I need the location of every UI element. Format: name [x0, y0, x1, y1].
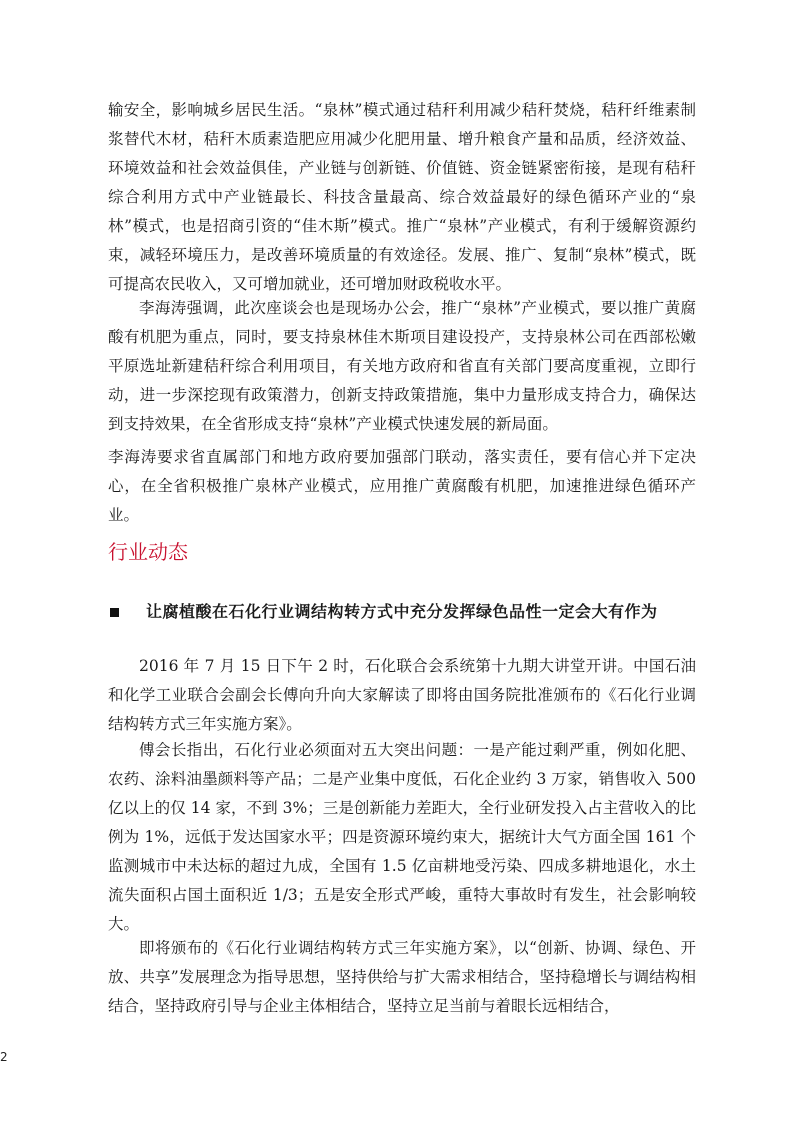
- article-title: 让腐植酸在石化行业调结构转方式中充分发挥绿色品性一定会大有作为: [146, 602, 658, 621]
- section-heading: 行业动态: [108, 540, 188, 564]
- article-paragraph-3: 即将颁布的《石化行业调结构转方式三年实施方案》，以“创新、协调、绿色、开放、共享”发展理念为指导思想，坚持供给与扩大需求相结合，坚持稳增长与调结构相结合，坚持政府引导与企业主体相结合，坚持立足当前与着眼长远相结合，: [108, 939, 696, 1015]
- article-paragraph-1: 2016 年 7 月 15 日下午 2 时，石化联合会系统第十九期大讲堂开讲。中国石油和化学工业联合会副会长傅向升向大家解读了即将由国务院批准颁布的《石化行业调结构转方式三年实施方案》。: [108, 657, 696, 733]
- article-title-row: [108, 597, 696, 626]
- body-paragraph-3: 李海涛要求省直属部门和地方政府要加强部门联动，落实责任，要有信心并下定决心，在全省积极推广泉林产业模式，应用推广黄腐酸有机肥，加速推进绿色循环产业。: [108, 448, 696, 524]
- square-bullet-icon: [110, 608, 119, 617]
- body-paragraph-1: 输安全，影响城乡居民生活。“泉林”模式通过秸秆利用减少秸秆焚烧，秸秆纤维素制浆替代木材，秸秆木质素造肥应用减少化肥用量、增升粮食产量和品质，经济效益、环境效益和社会效益俱佳，产业链与创新链、价值链、资金链紧密衔接，是现有秸秆综合利用方式中产业链最长、科技含量最高、综合效益最好的绿色循环产业的“泉林”模式，也是招商引资的“佳木斯”模式。推广“泉林”产业模式，有利于缓解资源约束，减轻环境压力，是改善环境质量的有效途径。发展、推广、复制“泉林”模式，既可提高农民收入，又可增加就业，还可增加财政税收水平。: [108, 101, 696, 293]
- article-paragraph-2: 傅会长指出，石化行业必须面对五大突出问题：一是产能过剩严重，例如化肥、农药、涂料油墨颜料等产品；二是产业集中度低，石化企业约 3 万家，销售收入 500 亿以上的仅 14 家，不到 3%；三是创新能力差距大，全行业研发投入占主营收入的比例为 1%，远低于发达国家水平；四是资源环境约束大，据统计大气方面全国 161 个监测城市中未达标的超过九成，全国有 1.5 亿亩耕地受污染、四成多耕地退化，水土流失面积占国土面积近 1/3；五是安全形式严峻，重特大事故时有发生，社会影响较大。: [108, 741, 696, 933]
- page-number: 2: [0, 1050, 8, 1064]
- body-paragraph-2: 李海涛强调，此次座谈会也是现场办公会，推广“泉林”产业模式，要以推广黄腐酸有机肥为重点，同时，要支持泉林佳木斯项目建设投产，支持泉林公司在西部松嫩平原选址新建秸秆综合利用项目，有关地方政府和省直有关部门要高度重视，立即行动，进一步深挖现有政策潜力，创新支持政策措施，集中力量形成支持合力，确保达到支持效果，在全省形成支持“泉林”产业模式快速发展的新局面。: [108, 299, 696, 433]
